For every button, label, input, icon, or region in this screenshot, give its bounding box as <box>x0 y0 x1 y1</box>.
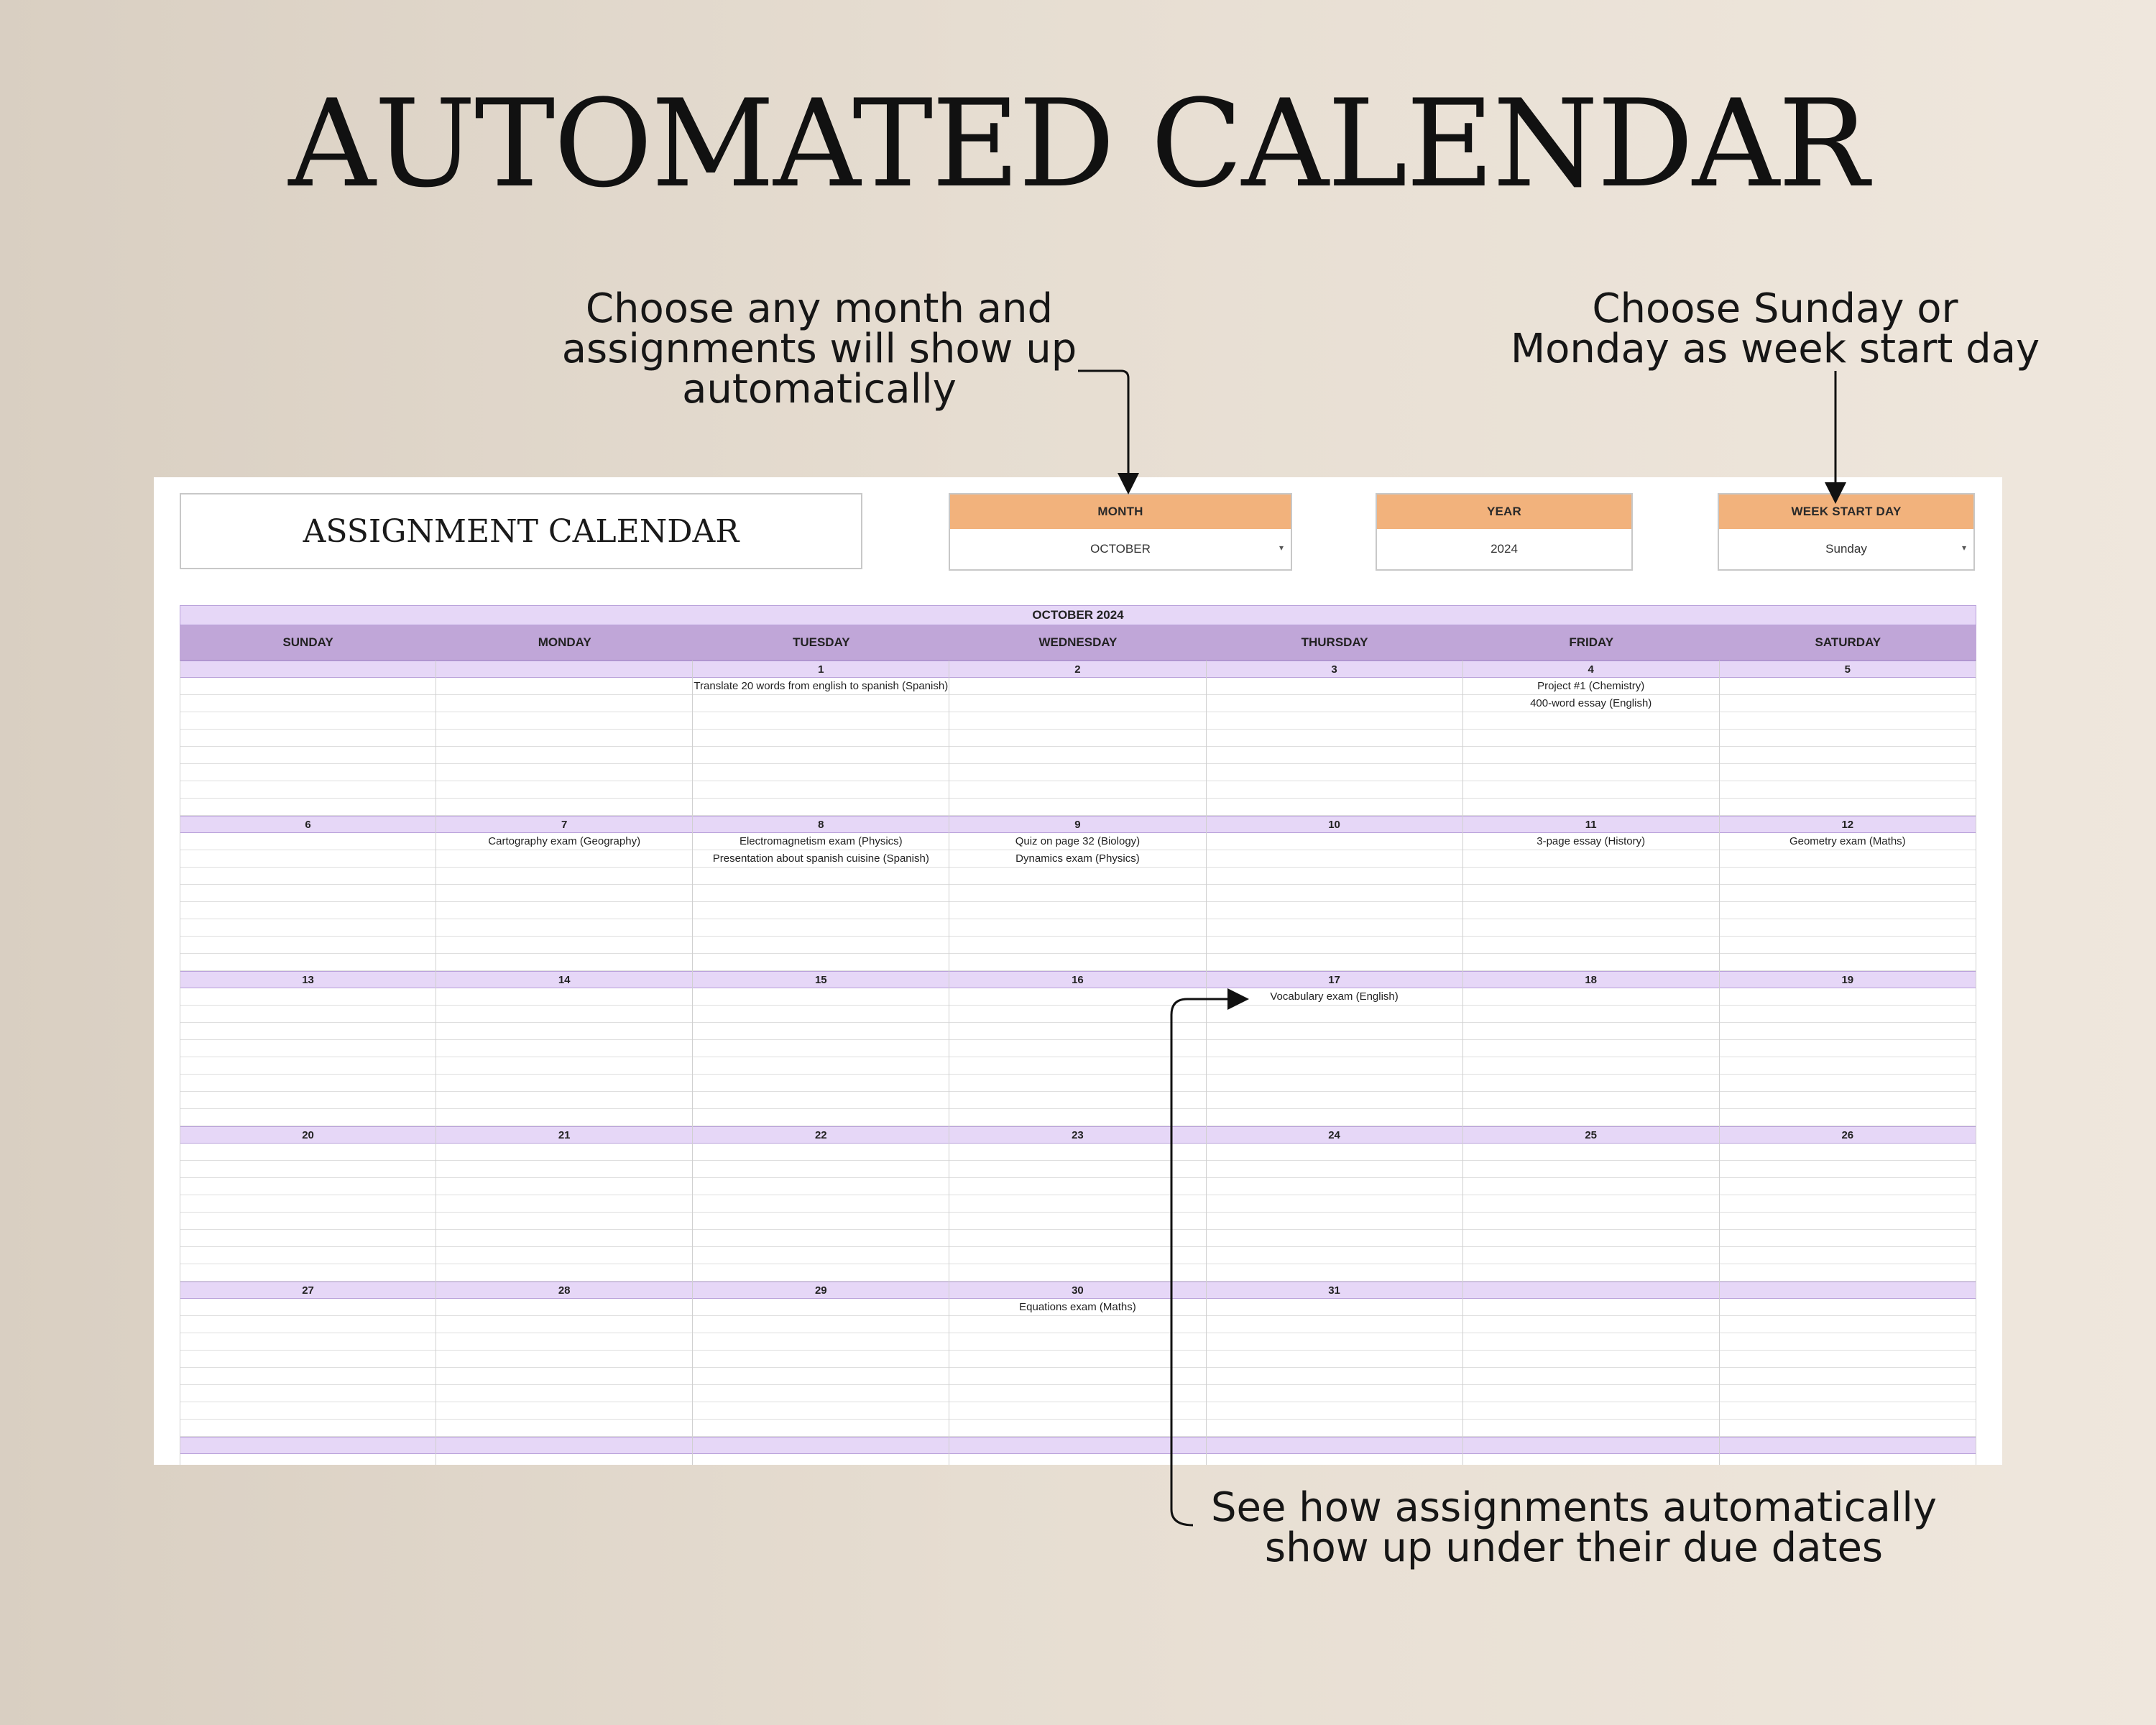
calendar-week-row <box>180 661 1976 816</box>
day-number <box>436 1437 692 1454</box>
day-cell[interactable] <box>949 816 1206 971</box>
day-cell[interactable] <box>693 661 949 816</box>
day-cell[interactable] <box>436 1282 693 1437</box>
day-number: 27 <box>180 1282 436 1299</box>
day-cell[interactable] <box>1463 971 1720 1126</box>
day-cell[interactable] <box>1720 971 1976 1126</box>
calendar-week-row <box>180 1126 1976 1282</box>
week-start-control <box>1718 493 1975 571</box>
day-cell[interactable] <box>180 971 436 1126</box>
weekday-saturday: SATURDAY <box>1815 635 1881 649</box>
assignment-list <box>1463 678 1719 816</box>
day-cell[interactable] <box>1720 661 1976 816</box>
day-cell <box>1720 1437 1976 1465</box>
day-number: 1 <box>693 661 949 678</box>
calendar-week-row <box>180 1282 1976 1437</box>
day-number: 12 <box>1720 816 1976 833</box>
day-number <box>1463 1437 1719 1454</box>
day-number: 14 <box>436 971 692 988</box>
day-number <box>1720 1282 1976 1299</box>
day-cell[interactable] <box>949 1282 1206 1437</box>
day-number: 15 <box>693 971 949 988</box>
assignment-list <box>180 1299 436 1437</box>
assignment-list <box>1207 833 1462 971</box>
assignment-list <box>180 678 436 816</box>
assignment-item: Equations exam (Maths) <box>1019 1301 1136 1313</box>
day-cell[interactable] <box>693 971 949 1126</box>
assignment-list <box>1720 988 1976 1126</box>
annotation-due-dates: See how assignments automatically show up under their due dates <box>1210 1484 1938 1571</box>
assignment-item: Quiz on page 32 (Biology) <box>1015 835 1141 847</box>
sheet-title: ASSIGNMENT CALENDAR <box>180 493 862 569</box>
assignment-list <box>180 1144 436 1282</box>
day-number: 10 <box>1207 816 1462 833</box>
day-number <box>693 1437 949 1454</box>
day-number: 16 <box>949 971 1205 988</box>
assignment-list <box>693 1144 949 1282</box>
day-number: 9 <box>949 816 1205 833</box>
day-number: 28 <box>436 1282 692 1299</box>
year-control <box>1376 493 1633 571</box>
month-dropdown[interactable] <box>950 529 1291 569</box>
assignment-list <box>1720 1144 1976 1282</box>
year-value: 2024 <box>1491 542 1518 556</box>
day-number: 8 <box>693 816 949 833</box>
day-number: 13 <box>180 971 436 988</box>
weekday-tuesday: TUESDAY <box>792 635 850 649</box>
dropdown-arrow-icon[interactable]: ▾ <box>1279 543 1284 553</box>
day-number: 11 <box>1463 816 1719 833</box>
weekday-wednesday: WEDNESDAY <box>1038 635 1118 649</box>
assignment-list <box>949 678 1205 816</box>
assignment-list <box>949 988 1205 1126</box>
day-number <box>1720 1437 1976 1454</box>
week-start-label: WEEK START DAY <box>1719 494 1973 529</box>
day-cell[interactable] <box>949 971 1206 1126</box>
day-cell <box>1207 1437 1463 1465</box>
assignment-list <box>1720 678 1976 816</box>
day-cell[interactable] <box>1463 1126 1720 1282</box>
day-cell[interactable] <box>180 661 436 816</box>
day-cell[interactable] <box>1463 661 1720 816</box>
day-number <box>949 1437 1205 1454</box>
assignment-list <box>1207 678 1462 816</box>
assignment-list <box>1207 988 1462 1126</box>
weekday-sunday: SUNDAY <box>282 635 333 649</box>
assignment-list <box>1720 1299 1976 1437</box>
day-number: 18 <box>1463 971 1719 988</box>
assignment-item: Cartography exam (Geography) <box>488 835 641 847</box>
day-cell[interactable] <box>693 816 949 971</box>
day-number <box>180 1437 436 1454</box>
week-start-value: Sunday <box>1825 542 1867 556</box>
assignment-list <box>693 678 949 816</box>
assignment-list <box>693 1299 949 1437</box>
day-cell[interactable] <box>1207 1282 1463 1437</box>
day-cell[interactable] <box>1207 971 1463 1126</box>
calendar-weeks <box>180 661 1976 1437</box>
day-cell[interactable] <box>436 816 693 971</box>
day-cell[interactable] <box>1207 816 1463 971</box>
assignment-list <box>693 833 949 971</box>
day-number: 22 <box>693 1126 949 1144</box>
day-cell[interactable] <box>436 661 693 816</box>
day-cell[interactable] <box>180 816 436 971</box>
assignment-item: Electromagnetism exam (Physics) <box>739 835 903 847</box>
day-cell <box>1463 1437 1720 1465</box>
day-number: 17 <box>1207 971 1462 988</box>
day-number: 2 <box>949 661 1205 678</box>
assignment-list <box>1463 833 1719 971</box>
assignment-list <box>436 1299 692 1437</box>
annotation-week-start: Choose Sunday or Monday as week start day <box>1510 285 2040 372</box>
weekday-thursday: THURSDAY <box>1301 635 1368 649</box>
day-number: 26 <box>1720 1126 1976 1144</box>
assignment-list <box>1463 988 1719 1126</box>
month-label: MONTH <box>950 494 1291 529</box>
calendar-week-row <box>180 971 1976 1126</box>
day-cell[interactable] <box>949 661 1206 816</box>
day-cell[interactable] <box>1463 816 1720 971</box>
assignment-list <box>180 988 436 1126</box>
day-cell[interactable] <box>1463 1282 1720 1437</box>
year-label: YEAR <box>1377 494 1631 529</box>
day-cell <box>949 1437 1206 1465</box>
spreadsheet-sheet <box>154 477 2002 1465</box>
assignment-list <box>1207 1144 1462 1282</box>
month-control <box>949 493 1292 571</box>
assignment-item: 3-page essay (History) <box>1537 835 1646 847</box>
day-cell[interactable] <box>693 1126 949 1282</box>
calendar-grid <box>180 605 1976 1465</box>
weekday-monday: MONDAY <box>538 635 591 649</box>
week-start-dropdown[interactable] <box>1719 529 1973 569</box>
day-number: 21 <box>436 1126 692 1144</box>
assignment-item: Translate 20 words from english to spanish (Spanish) <box>694 680 949 692</box>
day-cell[interactable] <box>1720 816 1976 971</box>
assignment-item: Project #1 (Chemistry) <box>1537 680 1645 692</box>
assignment-list <box>693 988 949 1126</box>
assignment-item: Vocabulary exam (English) <box>1270 990 1399 1003</box>
annotation-month-choice: Choose any month and assignments will show up automatically <box>561 285 1077 413</box>
day-number <box>180 661 436 678</box>
day-cell[interactable] <box>1720 1126 1976 1282</box>
day-cell[interactable] <box>1207 661 1463 816</box>
day-number: 19 <box>1720 971 1976 988</box>
month-value: OCTOBER <box>1090 542 1151 556</box>
day-number: 4 <box>1463 661 1719 678</box>
assignment-list <box>436 678 692 816</box>
day-cell[interactable] <box>1207 1126 1463 1282</box>
day-number: 24 <box>1207 1126 1462 1144</box>
day-cell[interactable] <box>1720 1282 1976 1437</box>
day-number <box>436 661 692 678</box>
weekday-header-row <box>180 625 1976 661</box>
assignment-list <box>949 1144 1205 1282</box>
assignment-list <box>180 833 436 971</box>
day-number: 3 <box>1207 661 1462 678</box>
day-cell <box>180 1437 436 1465</box>
calendar-overflow-row <box>180 1437 1976 1465</box>
day-number: 23 <box>949 1126 1205 1144</box>
assignment-list <box>436 833 692 971</box>
day-number: 31 <box>1207 1282 1462 1299</box>
calendar-week-row <box>180 816 1976 971</box>
assignment-item: Geometry exam (Maths) <box>1789 835 1906 847</box>
assignment-list <box>1207 1299 1462 1437</box>
hero-title: AUTOMATED CALENDAR <box>288 73 1868 214</box>
year-input[interactable] <box>1377 529 1631 569</box>
day-cell <box>436 1437 693 1465</box>
assignment-list <box>1463 1144 1719 1282</box>
day-cell[interactable] <box>693 1282 949 1437</box>
day-number <box>1463 1282 1719 1299</box>
day-number: 5 <box>1720 661 1976 678</box>
day-cell[interactable] <box>949 1126 1206 1282</box>
day-number: 20 <box>180 1126 436 1144</box>
assignment-list <box>436 988 692 1126</box>
day-cell[interactable] <box>436 971 693 1126</box>
day-cell[interactable] <box>180 1282 436 1437</box>
assignment-item: 400-word essay (English) <box>1530 697 1652 709</box>
assignment-item: Dynamics exam (Physics) <box>1015 852 1140 865</box>
assignment-item: Presentation about spanish cuisine (Spanish) <box>712 852 929 865</box>
assignment-list <box>436 1144 692 1282</box>
day-number: 29 <box>693 1282 949 1299</box>
weekday-friday: FRIDAY <box>1569 635 1614 649</box>
day-cell[interactable] <box>180 1126 436 1282</box>
assignment-list <box>1463 1299 1719 1437</box>
calendar-month-title: OCTOBER 2024 <box>180 605 1976 625</box>
assignment-list <box>949 833 1205 971</box>
day-number <box>1207 1437 1462 1454</box>
day-cell[interactable] <box>436 1126 693 1282</box>
day-cell <box>693 1437 949 1465</box>
day-number: 6 <box>180 816 436 833</box>
day-number: 7 <box>436 816 692 833</box>
day-number: 30 <box>949 1282 1205 1299</box>
assignment-list <box>949 1299 1205 1437</box>
assignment-list <box>1720 833 1976 971</box>
day-number: 25 <box>1463 1126 1719 1144</box>
dropdown-arrow-icon[interactable]: ▾ <box>1961 543 1966 553</box>
